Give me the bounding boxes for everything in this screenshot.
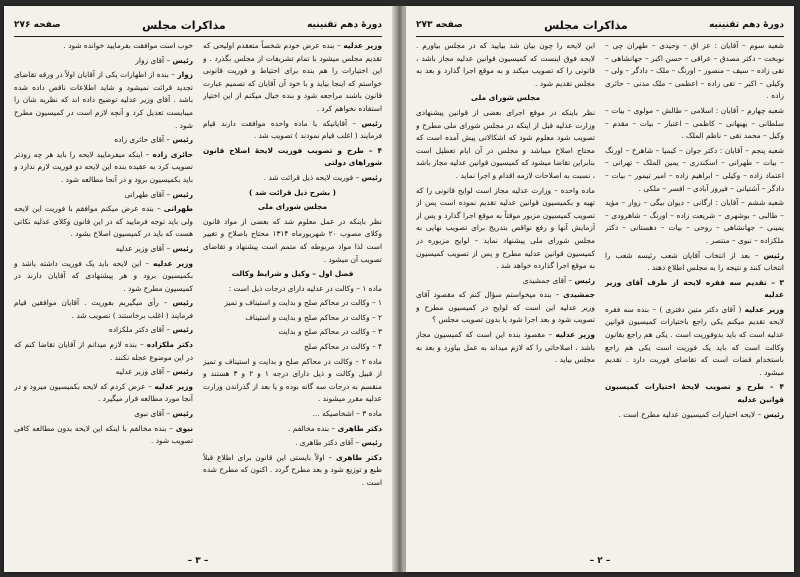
paragraph (14, 69, 193, 132)
right-page-header (416, 16, 784, 34)
right-page-col-left (416, 40, 595, 550)
speaker-name: وزیر عدلیه (555, 330, 595, 340)
paragraph-text: – این لایحه باید یک فوریت داشته باشد و بکمیسیون برود و هر پیشنهادی که آقایان دارند در کمیسیون مطرح شود . (14, 258, 193, 293)
speaker-name: طهرانی (163, 204, 193, 214)
paragraph-text: – آقای زوار (135, 55, 171, 65)
paragraph-text: – آقای وزیر عدلیه (115, 367, 171, 377)
paragraph (416, 185, 595, 273)
paragraph (605, 250, 784, 275)
paragraph (203, 297, 382, 310)
paragraph-text: – رأی میگیریم بفوریت . آقایان موافقین قیام فرمایند ( اغلب برخاستند ) تصویب شد . (14, 298, 193, 320)
right-header-title: مذاکرات مجلس (544, 18, 628, 32)
paragraph (605, 277, 784, 302)
paragraph-text: – بنده مخالفم با اینکه این لایحه بدون مطالعه کافی تصویب شود . (14, 423, 193, 446)
right-page (406, 6, 794, 572)
paragraph (605, 409, 784, 422)
paragraph (605, 105, 784, 143)
paragraph (203, 216, 382, 266)
speaker-name: دکتر طاهری (336, 452, 382, 462)
speaker-name: رئیس (172, 135, 193, 145)
paragraph (203, 118, 382, 143)
paragraph-text: ماده ۳ – اشخاصیکه ... (312, 409, 382, 419)
paragraph (14, 55, 193, 68)
speaker-name: رئیس (172, 189, 193, 199)
paragraph-text: – آقای دکتر طاهری . (295, 438, 360, 448)
right-page-number: – ۲ – (589, 556, 611, 566)
left-header-title: مذاکرات مجلس (142, 18, 226, 32)
speaker-name: رئیس (172, 298, 193, 308)
paragraph (605, 197, 784, 247)
speaker-name: زوار (177, 70, 193, 80)
paragraph-text: این لایحه را چون بیان شد بیایید که در مجلس بیاورم . لایحه فوق اینست که کمیسیون قوانین عدلیه مجاز باشد ، قانونی را که تصویب میکند و به موقع اجرا گذارد و بعد به مجلس تقدیم شود . (416, 41, 595, 88)
speaker-name: رئیس (172, 55, 193, 65)
speaker-name: رئیس (361, 172, 382, 182)
paragraph-text: نظر باینکه در موقع اجرای بعضی از قوانین پیشنهادی وزارت عدلیه قبل از اینکه در مجلس شورای ملی مطرح و تصویب شود معلوم شود که اشکالاتی پیش آمده است که محتاج اصلاح میباشد و مجلس در آن ایام تعطیل است بنابراین تقاضا میشود که کمیسیون قوانین عدلیه مجاز باشد ، نسبت به اصلاحات لازمه اقدام و اجرا نماید . (416, 107, 595, 180)
speaker-name: ۴ – طرح و تصویب فوریت لایحهٔ اصلاح قانون شوراهای دولتی (203, 145, 382, 168)
paragraph-text: ماده ۲ – وکالت در محاکم صلح و بدایت و استیناف و تمیز از قبیل وکالت و ذیل دارای درجه ۱ و ۲ و ۳ هستند و منقسم به درجات سه گانه بوده و یا بعد از گذراندن وزارت عدلیه مقرر میشوند . (203, 356, 382, 404)
left-page-col-right (203, 40, 382, 550)
paragraph (203, 145, 382, 170)
paragraph (203, 423, 382, 436)
paragraph-text: شعبه پنجم – آقایان : دکتر جوان – کیمیا – شاهرخ – اورنگ – بیات – طهرانی – اسکندری – یمین الملک – تهرانی – اعتماد زاده – وکیلی – ابراهیم زاده – امیر تیمور – بیات – دادگر – آشتیانی – فیروز آبادی – افسر – ملکی . (605, 145, 784, 193)
paragraph (14, 339, 193, 364)
paragraph (14, 40, 193, 53)
speaker-name: ۴ – طرح و تصویب لایحهٔ اختیارات کمیسیون قوانین عدلیه (605, 382, 784, 405)
paragraph (203, 452, 382, 490)
speaker-name: رئیس (763, 250, 784, 260)
paragraph (203, 341, 382, 354)
speaker-name: وزیر عدلیه (343, 41, 382, 50)
speaker-name: رئیس (361, 438, 382, 448)
speaker-name: وزیر عدلیه (744, 304, 784, 314)
paragraph-text: شعبه سوم – آقایان : عز اق – وحیدی – طهران چی – نوبخت – دکتر مصدق – عراقی – حسن اکبر – جهانشاهی – تقی زاده – سیف – منصور – اورنگ – ملک – دادگر – ولی – وکیلی – اکبر – تقی زاده – اعظمی – ملک مدنی – حائری زاده . (605, 41, 784, 101)
right-page-col-right (605, 40, 784, 550)
book-gutter (392, 6, 406, 572)
paragraph-text: – بنده میخواستم سؤال کنم که مقصود آقای وزیر عدلیه این است که لوایح در کمیسیون مطرح و تصویب شود و بعد اجرا شود یا بدون تصویب مجلس ؟ (416, 290, 595, 325)
right-header-term: دورهٔ دهم تقنینیه (709, 20, 784, 30)
speaker-name: وزیر عدلیه (152, 258, 193, 268)
speaker-name: وزیر عدلیه (154, 381, 193, 391)
paragraph-text: – مقصود بنده این است که کمیسیون مجاز باشد ، اصلاحاتی را که لازم میداند به عمل بیاورد و بعد به مجلس بیاید . (416, 330, 595, 365)
paragraph-text: – بنده مخالفم . (288, 423, 336, 433)
paragraph-text: – آقای وزیر عدلیه (115, 243, 171, 253)
paragraph (14, 149, 193, 187)
paragraph (203, 312, 382, 325)
speaker-name: رئیس (574, 275, 595, 285)
paragraph (14, 381, 193, 406)
paragraph-text: – بعد از انتخاب آقایان شعب رئیسه شعب را انتخاب کنند و نتیجه را به مجلس اطلاع دهند . (605, 250, 784, 273)
paragraph-text: – عرض کردم که لایحه بکمیسیون میرود و در آنجا مورد مطالعه قرار میگیرد . (14, 381, 193, 404)
paragraph (14, 324, 193, 337)
left-header-term: دورهٔ دهم تقنینیه (307, 20, 382, 30)
paragraph-text: ۲ – وکالت در محاکم صلح و بدایت و استیناف (245, 312, 382, 322)
right-page-columns (416, 40, 784, 550)
section-heading: فصل اول – وکیل و شرایط وکالت (231, 269, 354, 279)
speaker-name: رئیس (172, 243, 193, 253)
left-header-rule (14, 36, 382, 37)
paragraph (203, 326, 382, 339)
section-heading: ( بشرح ذیل قرائت شد ) (248, 187, 337, 197)
paragraph-text: – اینکه میفرمایید لایحه را باید هر چه زودتر تصویب کرد به عقیده بنده این لایحه دو فوریت لازم ندارد و باید بکمیسیون برود و در آنجا مطالعه شود . (14, 149, 193, 184)
paragraph-text: ۴ – وکالت در محاکم صلح (303, 342, 382, 352)
paragraph (14, 423, 193, 448)
paragraph-text: – بنده عرض خودم شخصاً متعقدم اولیحی که تقدیم مجلس میشود با تمام تشریفات از مجلس بگذرد . و این اختیارات را هم بنده برای احتیاط و فوریت قانونی خواستم که اینجا بیاید و با خود آن آقایان که تصمیم عبارت قانون باشند مراجعه شود و بنده خیال میکنم از این اختیار استفاده نخواهم کرد . (203, 41, 382, 113)
left-page-number: – ۳ – (187, 556, 209, 566)
paragraph (605, 145, 784, 195)
paragraph (416, 40, 595, 90)
speaker-name: رئیس (172, 325, 193, 335)
paragraph (203, 40, 382, 116)
speaker-name: حائری زاده (152, 149, 193, 159)
left-page (4, 6, 392, 572)
paragraph (605, 40, 784, 103)
paragraph (14, 366, 193, 379)
paragraph-text: خوب است موافقت بفرمایید خوانده شود . (63, 41, 193, 50)
paragraph (605, 304, 784, 380)
paragraph-text: ۳ – وکالت در محاکم صلح و بدایت (278, 327, 382, 337)
paragraph-text: شعبه چهارم – آقایان : اسلامی – طالش – مولوی – بیات – سلطانی – بهبهانی – کاظمی – اعتبار – بیات – مقدم – وکیل – محمد تقی – ناظم الملک . (605, 105, 784, 141)
paragraph (14, 134, 193, 147)
paragraph-text: – اولاً بایستی این قانون برای اطلاع قبلاً طبع و توزیع شود و بعد مطرح گردد . اکنون که مطرح شده است . (203, 452, 382, 487)
paragraph (14, 189, 193, 202)
paragraph-text: – لایحه اختیارات کمیسیون عدلیه مطرح است . (618, 409, 762, 419)
speaker-name: نبوی (175, 423, 193, 433)
paragraph-text: – آقای دکتر ملکزاده (108, 325, 171, 335)
paragraph (14, 243, 193, 256)
right-header-page: صفحه ۲۷۳ (416, 20, 463, 30)
section-heading: مجلس شورای ملی (470, 93, 541, 103)
paragraph-text: – آقای حائری زاده (114, 135, 171, 145)
section-heading: مجلس شورای ملی (257, 202, 328, 212)
speaker-name: رئیس (361, 118, 382, 128)
paragraph (203, 172, 382, 185)
right-header-rule (416, 36, 784, 37)
speaker-name: ۳ – تقدیم سه فقره لایحه از طرف آقای وزیر عدلیه (605, 277, 784, 300)
paragraph (14, 258, 193, 296)
paragraph-text: – آقایانیکه با ماده واحده موافقت دارند قیام فرمایند ( اغلب قیام نمودند ) تصویب شد . (203, 118, 382, 141)
paragraph-text: نظر باینکه در عمل معلوم شد که بعضی از مواد قانون وکلای مصوب ۲۰ شهریورماه ۱۳۱۴ محتاج باصلاح و تغییر است لذا مواد مربوطه که متمم است پیشنهاد و تقاضای تصویب آن میشود . (203, 216, 382, 264)
paragraph-text: – آقای طهرانی (124, 189, 171, 199)
paragraph (14, 408, 193, 421)
paragraph (416, 275, 595, 288)
left-page-header (14, 16, 382, 34)
paragraph (14, 297, 193, 322)
paragraph-text: ( آقای دکتر متین دفتری ) – بنده سه فقره لایحه تقدیم میکنم یکی راجع باختیارات کمیسیون قوانین عدلیه است که باید بدوفوریت است . یکی هم راجع بقانون وکالت است که باید یک فوریت است یکی هم راجع باستخدام قضات است که تقاضای فوریت دارد . تقدیم میشود . (605, 304, 784, 377)
paragraph (14, 203, 193, 241)
left-page-columns (14, 40, 382, 550)
paragraph (203, 408, 382, 421)
paragraph-text: – فوریت لایحه ذیل قرائت شد . (263, 172, 360, 182)
paragraph-text: – آقای جمشیدی (522, 275, 573, 285)
paragraph (416, 289, 595, 327)
paragraph (416, 107, 595, 183)
left-header-page: صفحه ۲۷۶ (14, 20, 61, 30)
paragraph-text: – آقای نبوی (134, 409, 171, 419)
paragraph-text: – بنده عرض میکنم موافقم با فوریت این لایحه ولی باید توجه فرمایید که در این قانون وکلای عدلیه نکاتی هست که باید در کمیسیون اصلاح بشود . (14, 204, 193, 239)
speaker-name: رئیس (172, 409, 193, 419)
speaker-name: رئیس (763, 409, 784, 419)
speaker-name: جمشیدی (563, 290, 595, 300)
paragraph (203, 283, 382, 296)
paragraph-text: ماده ۱ – وکالت در عدلیه دارای درجات ذیل است : (228, 283, 382, 293)
left-page-col-left (14, 40, 193, 550)
paragraph-text: شعبه ششم – آقایان : ارگانی – دیوان بیگی – زوار – مؤید – طالبی – بوشهری – شریعت زاده – اورنگ – شاهرودی – یمینی – جهانشاهی – روحی – بیات – دهستانی – دکتر ملکزاده – نبوی – منتصر . (605, 198, 784, 245)
paragraph-text: ۱ – وکالت در محاکم صلح و بدایت و استیناف و تمیز (224, 298, 382, 308)
paragraph-text: – بنده لازم میدانم از آقایان تقاضا کنم که در این موضوع عجله نکنند . (14, 340, 193, 362)
speaker-name: دکتر طاهری (337, 423, 382, 433)
paragraph (203, 356, 382, 406)
paragraph (416, 329, 595, 367)
paragraph (605, 381, 784, 406)
paragraph-text: – بنده از اظهارات یکی از آقایان اولاً در ورقه تقاضای تجدید قرائت نمیشود و شاید اطلاعات ناقص داده شده باشد . آقای وزیر عدلیه توضیح داده اند که نظریه شان را میبایست تعدیل کرد و آنچه لازم است در کمیسیون مطرح شود . (14, 70, 193, 130)
speaker-name: رئیس (172, 367, 193, 377)
paragraph-text: ماده واحده – وزارت عدلیه مجاز است لوایح قانونی را که تهیه و بکمیسیون قوانین عدلیه تقدیم نموده است پس از تصویب کمیسیون مزبور موقتاً به موقع اجرا گذارد و پس از آزمایش آنها و رفع نواقص بتدریج برای تصویب نهایی به مجلس شورای ملی پیشنهاد نماید – لوایح مزبوره در کمیسیون قوانین عدلیه مطرح و پس از تصویب کمیسیون به موقع اجرا گذارده خواهد شد . (416, 185, 595, 271)
paragraph (203, 437, 382, 450)
speaker-name: دکتر ملکزاده (146, 340, 193, 350)
